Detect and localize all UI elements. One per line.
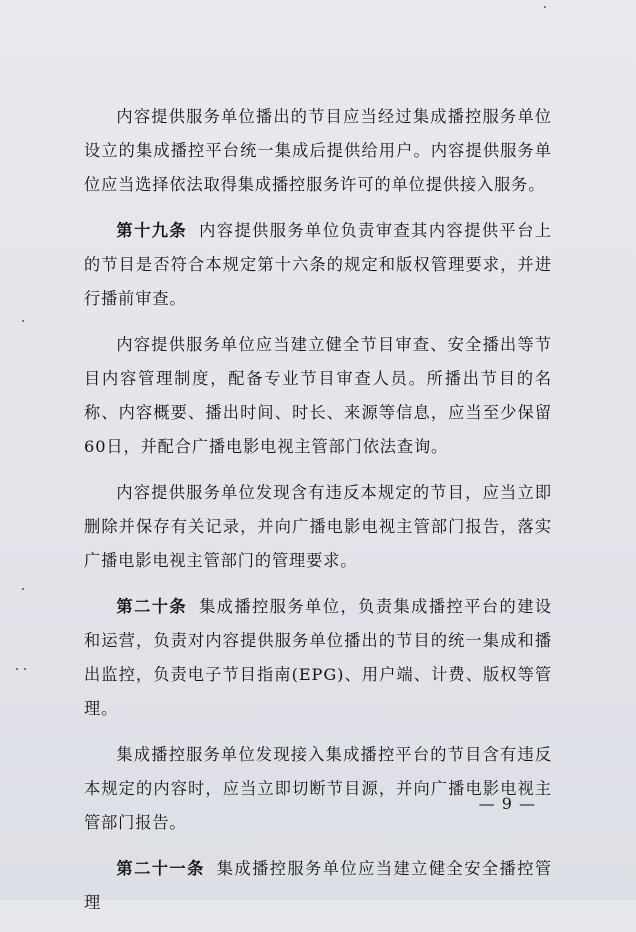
article-21 — [84, 852, 552, 920]
scan-speck — [22, 320, 24, 322]
paragraph-text: 内容提供服务单位播出的节目应当经过集成播控服务单位设立的集成播控平台统一集成后提供给用户。内容提供服务单位应当选择依法取得集成播控服务许可的单位提供接入服务。 — [84, 107, 552, 194]
scan-speck — [22, 588, 24, 590]
article-number: 第二十一条 — [116, 859, 205, 878]
article-19 — [84, 214, 552, 316]
paragraph-text: 内容提供服务单位负责审查其内容提供平台上的节目是否符合本规定第十六条的规定和版权管理要求，并进行播前审查。 — [84, 221, 552, 308]
paragraph-violation-handling — [84, 476, 552, 578]
article-20 — [84, 590, 552, 726]
scan-speck — [16, 668, 18, 670]
article-number: 第十九条 — [116, 221, 188, 240]
scan-speck — [544, 6, 546, 8]
paragraph-text: 集成播控服务单位应当建立健全安全播控管理 — [84, 859, 552, 912]
paragraph-text: 内容提供服务单位应当建立健全节目审查、安全播出等节目内容管理制度，配备专业节目审查人员。所播出节目的名称、内容概要、播出时间、时长、来源等信息，应当至少保留60日，并配合广播电影电视主管部门依法查询。 — [84, 335, 552, 456]
paragraph-content-provider-delivery — [84, 100, 552, 202]
article-number: 第二十条 — [116, 597, 188, 616]
paragraph-platform-violation — [84, 738, 552, 840]
scan-speck — [24, 668, 26, 670]
paragraph-text: 内容提供服务单位发现含有违反本规定的节目，应当立即删除并保存有关记录，并向广播电影电视主管部门报告，落实广播电影电视主管部门的管理要求。 — [84, 483, 552, 570]
paragraph-text: 集成播控服务单位，负责集成播控平台的建设和运营，负责对内容提供服务单位播出的节目的统一集成和播出监控，负责电子节目指南(EPG)、用户端、计费、版权等管理。 — [84, 597, 552, 718]
page-number: — 9 — — [478, 794, 536, 813]
paragraph-text: 集成播控服务单位发现接入集成播控平台的节目含有违反本规定的内容时，应当立即切断节目源，并向广播电影电视主管部门报告。 — [84, 745, 552, 832]
paragraph-review-system — [84, 328, 552, 464]
